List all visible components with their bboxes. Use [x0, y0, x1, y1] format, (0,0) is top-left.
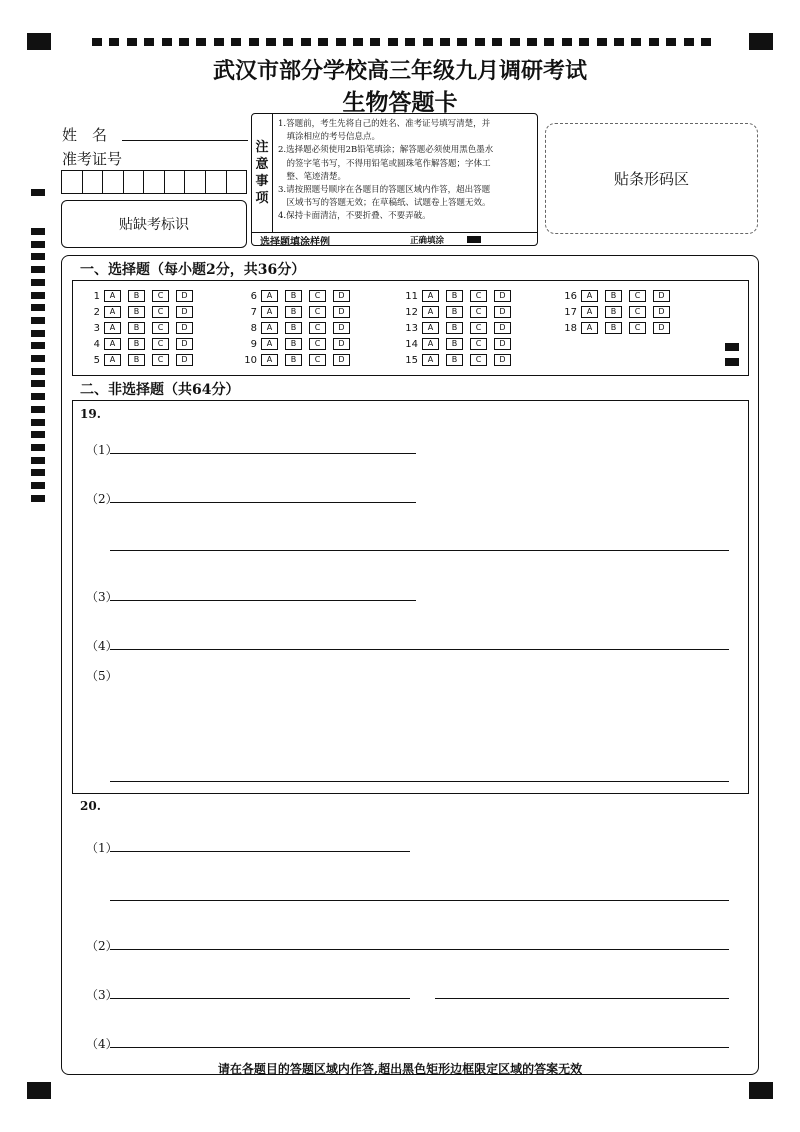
option-bubble-a[interactable]: A	[261, 306, 278, 318]
top-timing-mark	[336, 38, 346, 46]
question-number: 10	[244, 354, 257, 366]
choice-question-11	[402, 290, 518, 302]
option-bubble-b[interactable]: B	[446, 306, 463, 318]
option-bubble-d[interactable]: D	[176, 354, 193, 366]
option-bubble-d[interactable]: D	[653, 290, 670, 302]
q19-part2-line2[interactable]	[110, 550, 729, 551]
exam-id-boxes[interactable]	[61, 170, 247, 194]
option-bubble-d[interactable]: D	[176, 338, 193, 350]
option-bubble-d[interactable]: D	[176, 290, 193, 302]
option-bubble-a[interactable]: A	[422, 338, 439, 350]
choice-question-10	[241, 354, 357, 366]
option-bubble-d[interactable]: D	[653, 322, 670, 334]
left-timing-mark	[31, 355, 45, 362]
q19-area	[72, 400, 749, 794]
option-bubble-b[interactable]: B	[128, 290, 145, 302]
option-bubble-a[interactable]: A	[104, 290, 121, 302]
top-timing-mark	[684, 38, 694, 46]
left-timing-mark	[31, 228, 45, 235]
left-timing-mark	[31, 380, 45, 387]
option-bubble-a[interactable]: A	[581, 306, 598, 318]
top-timing-mark	[127, 38, 137, 46]
sheet-title: 生物答题卡	[342, 89, 458, 116]
option-bubble-a[interactable]: A	[261, 322, 278, 334]
question-number: 17	[564, 306, 577, 318]
option-bubble-b[interactable]: B	[128, 306, 145, 318]
option-bubble-a[interactable]: A	[261, 290, 278, 302]
top-timing-mark	[666, 38, 676, 46]
option-bubble-d[interactable]: D	[333, 306, 350, 318]
option-bubble-b[interactable]: B	[128, 354, 145, 366]
option-bubble-c[interactable]: C	[309, 290, 326, 302]
option-bubble-c[interactable]: C	[629, 306, 646, 318]
top-timing-mark	[231, 38, 241, 46]
choice-question-14	[402, 338, 518, 350]
question-number: 3	[93, 322, 100, 334]
option-bubble-d[interactable]: D	[333, 322, 350, 334]
option-bubble-a[interactable]: A	[104, 338, 121, 350]
question-number: 11	[405, 290, 418, 302]
left-timing-mark	[31, 292, 45, 299]
option-bubble-d[interactable]: D	[333, 290, 350, 302]
q20-part3-line[interactable]	[110, 998, 410, 999]
question-number: 12	[405, 306, 418, 318]
left-timing-mark	[31, 406, 45, 413]
corner-mark-bottom-right	[749, 1082, 773, 1099]
left-timing-mark	[31, 457, 45, 464]
corner-mark-bottom-left	[27, 1082, 51, 1099]
question-number: 6	[250, 290, 257, 302]
choice-question-9	[241, 338, 357, 350]
q20-part4-label: （4）	[86, 1037, 118, 1051]
notice-items: 1.答题前，考生先将自己的姓名、准考证号填写清楚，并 填涂相应的考号信息点。 2.选择题必须使用2B铅笔填涂；解答题必须使用黑色墨水 的签字笔书写，不得用铅笔或圆珠笔作解答题；字体工 整、笔迹清楚。 3.请按照题号顺序在各题目的答题区域内作答，超出答题 区域书写的答题无效；在草稿纸、试题卷上答题无效。 4.保持卡面清洁，不要折叠、不要弄破。	[278, 119, 494, 222]
option-bubble-c[interactable]: C	[629, 322, 646, 334]
option-bubble-b[interactable]: B	[605, 290, 622, 302]
question-number: 4	[93, 338, 100, 350]
option-bubble-c[interactable]: C	[152, 338, 169, 350]
option-bubble-a[interactable]: A	[104, 306, 121, 318]
top-timing-mark	[179, 38, 189, 46]
top-timing-mark	[614, 38, 624, 46]
choice-question-6	[241, 290, 357, 302]
left-timing-mark	[31, 304, 45, 311]
option-bubble-d[interactable]: D	[333, 354, 350, 366]
question-number: 1	[93, 290, 100, 302]
option-bubble-b[interactable]: B	[446, 322, 463, 334]
left-timing-mark	[31, 342, 45, 349]
top-timing-mark	[544, 38, 554, 46]
left-timing-mark	[31, 368, 45, 375]
question-number: 9	[250, 338, 257, 350]
top-timing-mark	[492, 38, 502, 46]
left-timing-mark	[31, 189, 45, 196]
q19-part1-line[interactable]	[110, 453, 416, 454]
option-bubble-c[interactable]: C	[152, 354, 169, 366]
option-bubble-b[interactable]: B	[128, 338, 145, 350]
choice-question-3	[84, 322, 200, 334]
question-number: 16	[564, 290, 577, 302]
question-number: 13	[405, 322, 418, 334]
corner-mark-top-right	[749, 33, 773, 50]
option-bubble-a[interactable]: A	[422, 290, 439, 302]
left-timing-mark	[31, 393, 45, 400]
option-bubble-b[interactable]: B	[605, 306, 622, 318]
option-bubble-b[interactable]: B	[446, 354, 463, 366]
option-bubble-a[interactable]: A	[104, 354, 121, 366]
top-timing-mark	[562, 38, 572, 46]
choice-mark-1	[725, 343, 739, 351]
option-bubble-a[interactable]: A	[261, 338, 278, 350]
q20-part1-label: （1）	[86, 841, 118, 855]
choice-question-7	[241, 306, 357, 318]
top-timing-mark	[144, 38, 154, 46]
choice-question-18	[561, 322, 677, 334]
top-timing-mark	[527, 38, 537, 46]
question-number: 7	[250, 306, 257, 318]
barcode-area[interactable]	[545, 123, 758, 234]
left-timing-mark	[31, 266, 45, 273]
q19-part4-line[interactable]	[110, 649, 729, 650]
option-bubble-b[interactable]: B	[285, 306, 302, 318]
option-bubble-a[interactable]: A	[422, 306, 439, 318]
question-number: 15	[405, 354, 418, 366]
top-timing-mark	[423, 38, 433, 46]
top-timing-mark	[214, 38, 224, 46]
q20-part3-line2[interactable]	[435, 998, 729, 999]
option-bubble-d[interactable]: D	[494, 354, 511, 366]
q19-part5-line[interactable]	[110, 781, 729, 782]
option-bubble-c[interactable]: C	[152, 322, 169, 334]
option-bubble-d[interactable]: D	[176, 306, 193, 318]
option-bubble-b[interactable]: B	[285, 322, 302, 334]
option-bubble-d[interactable]: D	[333, 338, 350, 350]
q19-part2-label: （2）	[86, 492, 118, 506]
choice-question-4	[84, 338, 200, 350]
option-bubble-d[interactable]: D	[494, 338, 511, 350]
option-bubble-b[interactable]: B	[446, 338, 463, 350]
top-timing-mark	[162, 38, 172, 46]
choice-question-1	[84, 290, 200, 302]
option-bubble-d[interactable]: D	[653, 306, 670, 318]
left-timing-mark	[31, 431, 45, 438]
option-bubble-c[interactable]: C	[470, 290, 487, 302]
option-bubble-a[interactable]: A	[422, 322, 439, 334]
choice-question-2	[84, 306, 200, 318]
option-bubble-c[interactable]: C	[152, 290, 169, 302]
q20-part2-label: （2）	[86, 939, 118, 953]
exam-id-label: 准考证号	[62, 150, 123, 168]
option-bubble-a[interactable]: A	[581, 322, 598, 334]
left-timing-mark	[31, 495, 45, 502]
sample-label: 选择题填涂样例	[260, 237, 330, 248]
option-bubble-c[interactable]: C	[309, 306, 326, 318]
top-timing-mark	[510, 38, 520, 46]
top-timing-mark	[353, 38, 363, 46]
q20-part4-line[interactable]	[110, 1047, 729, 1048]
sample-row	[252, 232, 537, 246]
top-timing-mark	[701, 38, 711, 46]
footer-note: 请在各题目的答题区域内作答,超出黑色矩形边框限定区域的答案无效	[217, 1062, 583, 1076]
filled-sample-mark	[467, 236, 481, 243]
notice-box	[251, 113, 538, 246]
top-timing-mark	[283, 38, 293, 46]
top-timing-mark	[649, 38, 659, 46]
q19-number: 19.	[80, 407, 101, 421]
left-timing-mark	[31, 241, 45, 248]
missing-exam-sticker-area[interactable]	[61, 200, 247, 248]
option-bubble-d[interactable]: D	[494, 322, 511, 334]
top-timing-mark	[249, 38, 259, 46]
q19-part4-label: （4）	[86, 639, 118, 653]
question-number: 18	[564, 322, 577, 334]
left-timing-mark	[31, 330, 45, 337]
option-bubble-a[interactable]: A	[422, 354, 439, 366]
name-label: 姓 名	[62, 126, 108, 144]
q20-part1-line[interactable]	[110, 851, 410, 852]
question-number: 2	[93, 306, 100, 318]
question-number: 8	[250, 322, 257, 334]
top-timing-mark	[440, 38, 450, 46]
q19-part3-line[interactable]	[110, 600, 416, 601]
top-timing-mark	[579, 38, 589, 46]
name-field[interactable]	[122, 140, 248, 141]
top-timing-mark	[597, 38, 607, 46]
left-timing-mark	[31, 253, 45, 260]
top-timing-mark	[196, 38, 206, 46]
question-number: 14	[405, 338, 418, 350]
section1-title: 一、选择题（每小题2分，共36分）	[80, 262, 306, 278]
option-bubble-b[interactable]: B	[605, 322, 622, 334]
missing-exam-label: 贴缺考标识	[119, 217, 189, 233]
choice-question-5	[84, 354, 200, 366]
option-bubble-d[interactable]: D	[494, 306, 511, 318]
question-number: 5	[93, 354, 100, 366]
option-bubble-c[interactable]: C	[470, 338, 487, 350]
left-timing-mark	[31, 279, 45, 286]
q19-part2-line[interactable]	[110, 502, 416, 503]
q20-part2-line[interactable]	[110, 949, 729, 950]
top-timing-mark	[109, 38, 119, 46]
q19-part5-label: （5）	[86, 669, 118, 683]
option-bubble-b[interactable]: B	[285, 354, 302, 366]
q19-part1-label: （1）	[86, 443, 118, 457]
option-bubble-a[interactable]: A	[581, 290, 598, 302]
option-bubble-d[interactable]: D	[176, 322, 193, 334]
option-bubble-c[interactable]: C	[629, 290, 646, 302]
q19-part3-label: （3）	[86, 590, 118, 604]
top-timing-mark	[318, 38, 328, 46]
top-timing-mark	[266, 38, 276, 46]
left-timing-mark	[31, 469, 45, 476]
left-timing-mark	[31, 444, 45, 451]
choice-mark-2	[725, 358, 739, 366]
choice-question-8	[241, 322, 357, 334]
choice-question-15	[402, 354, 518, 366]
option-bubble-c[interactable]: C	[470, 354, 487, 366]
option-bubble-d[interactable]: D	[494, 290, 511, 302]
q20-part3-label: （3）	[86, 988, 118, 1002]
choice-question-16	[561, 290, 677, 302]
option-bubble-a[interactable]: A	[261, 354, 278, 366]
top-timing-mark	[631, 38, 641, 46]
option-bubble-c[interactable]: C	[470, 322, 487, 334]
top-timing-mark	[405, 38, 415, 46]
option-bubble-c[interactable]: C	[309, 338, 326, 350]
option-bubble-b[interactable]: B	[285, 338, 302, 350]
top-timing-mark	[301, 38, 311, 46]
top-timing-mark	[388, 38, 398, 46]
exam-title: 武汉市部分学校高三年级九月调研考试	[212, 58, 587, 84]
top-timing-mark	[370, 38, 380, 46]
choice-question-13	[402, 322, 518, 334]
left-timing-mark	[31, 419, 45, 426]
section2-title: 二、非选择题（共64分）	[80, 382, 240, 398]
barcode-label: 贴条形码区	[613, 170, 689, 188]
option-bubble-c[interactable]: C	[309, 354, 326, 366]
option-bubble-b[interactable]: B	[446, 290, 463, 302]
option-bubble-c[interactable]: C	[152, 306, 169, 318]
option-bubble-b[interactable]: B	[285, 290, 302, 302]
left-timing-mark	[31, 317, 45, 324]
corner-mark-top-left	[27, 33, 51, 50]
left-timing-mark	[31, 482, 45, 489]
choice-question-17	[561, 306, 677, 318]
option-bubble-b[interactable]: B	[128, 322, 145, 334]
notice-heading: 注 意 事 项	[252, 114, 273, 232]
top-timing-mark	[457, 38, 467, 46]
option-bubble-a[interactable]: A	[104, 322, 121, 334]
choice-question-12	[402, 306, 518, 318]
top-timing-mark	[475, 38, 485, 46]
q20-part1-line2[interactable]	[110, 900, 729, 901]
q20-number: 20.	[80, 799, 101, 813]
top-timing-mark	[92, 38, 102, 46]
correct-fill-label: 正确填涂	[410, 236, 445, 246]
option-bubble-c[interactable]: C	[470, 306, 487, 318]
option-bubble-c[interactable]: C	[309, 322, 326, 334]
